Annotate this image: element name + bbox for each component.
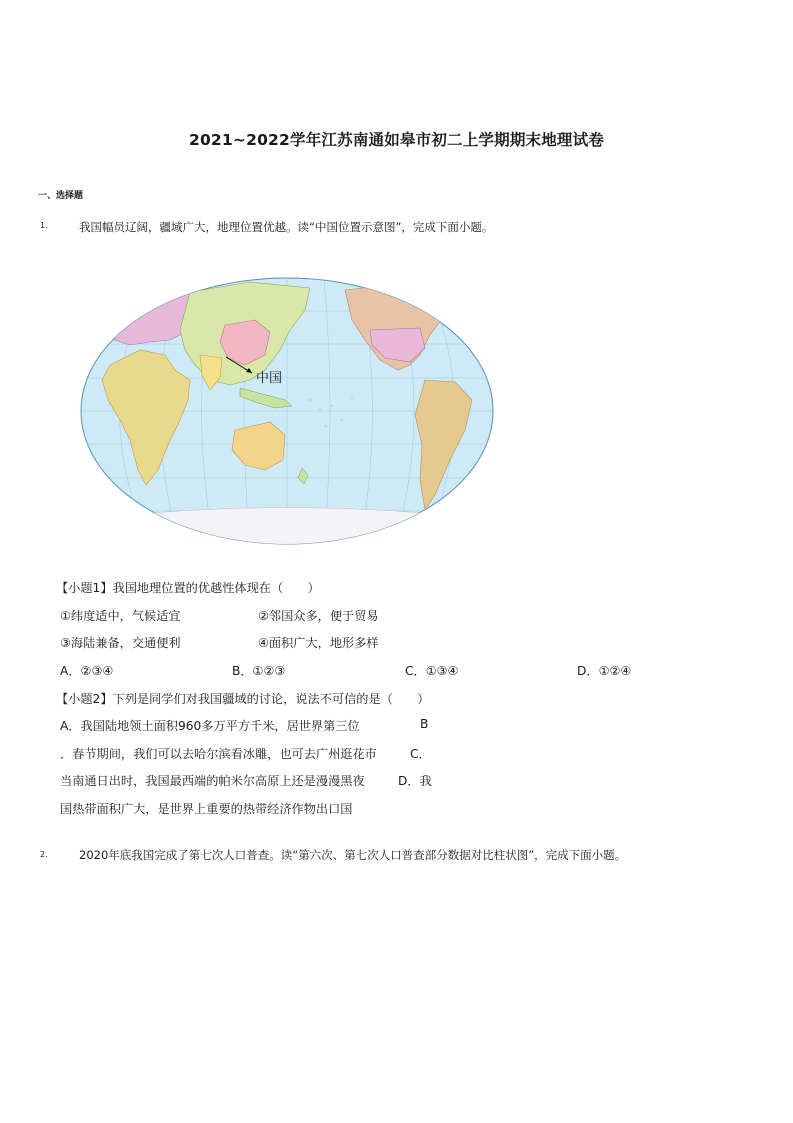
choice-d: D．①②④ — [577, 664, 632, 678]
choice-c: C．①③④ — [405, 664, 459, 678]
section-heading: 一、选择题 — [38, 191, 84, 201]
statement-1: ①纬度适中，气候适宜 — [60, 609, 181, 623]
subquestion-1-prompt: 【小题1】我国地理位置的优越性体现在（ ） — [56, 581, 320, 595]
sub2-line-3: ．春节期间，我们可以去哈尔滨看冰雕，也可去广州逛花市 — [60, 747, 377, 761]
statement-2: ②邻国众多，便于贸易 — [258, 609, 379, 623]
question-2-number: 2. — [40, 850, 48, 859]
statement-3: ③海陆兼备，交通便利 — [60, 636, 181, 650]
question-2-stem: 2020年底我国完成了第七次人口普查。读“第六次、第七次人口普查部分数据对比柱状图”，完成下面小题。 — [79, 848, 627, 862]
antarctica — [80, 508, 495, 553]
sub2-line-5: 当南通日出时，我国最西端的帕米尔高原上还是漫漫黑夜 — [60, 774, 365, 788]
greenland — [450, 280, 480, 302]
sub2-line-4: C． — [410, 747, 431, 761]
question-1-stem: 我国幅员辽阔，疆域广大，地理位置优越。读“中国位置示意图”，完成下面小题。 — [79, 220, 494, 234]
choice-a: A．②③④ — [60, 664, 114, 678]
subquestion-2-prompt: 【小题2】下列是同学们对我国疆域的讨论，说法不可信的是（ ） — [56, 692, 430, 706]
choice-b: B．①②③ — [232, 664, 286, 678]
world-map-figure — [80, 270, 495, 552]
page-title: 2021~2022学年江苏南通如皋市初二上学期期末地理试卷 — [188, 131, 605, 149]
china-map-label: 中国 — [256, 371, 283, 386]
sub2-line-6: D．我 — [398, 774, 432, 788]
world-map — [80, 270, 495, 552]
sub2-line-7: 国热带面积广大，是世界上重要的热带经济作物出口国 — [60, 802, 353, 816]
sub2-line-2: B — [420, 717, 429, 731]
question-1-number: 1. — [40, 221, 48, 230]
sub2-line-1: A．我国陆地领土面积960多万平方千米，居世界第三位 — [60, 719, 360, 733]
statement-4: ④面积广大，地形多样 — [258, 636, 379, 650]
